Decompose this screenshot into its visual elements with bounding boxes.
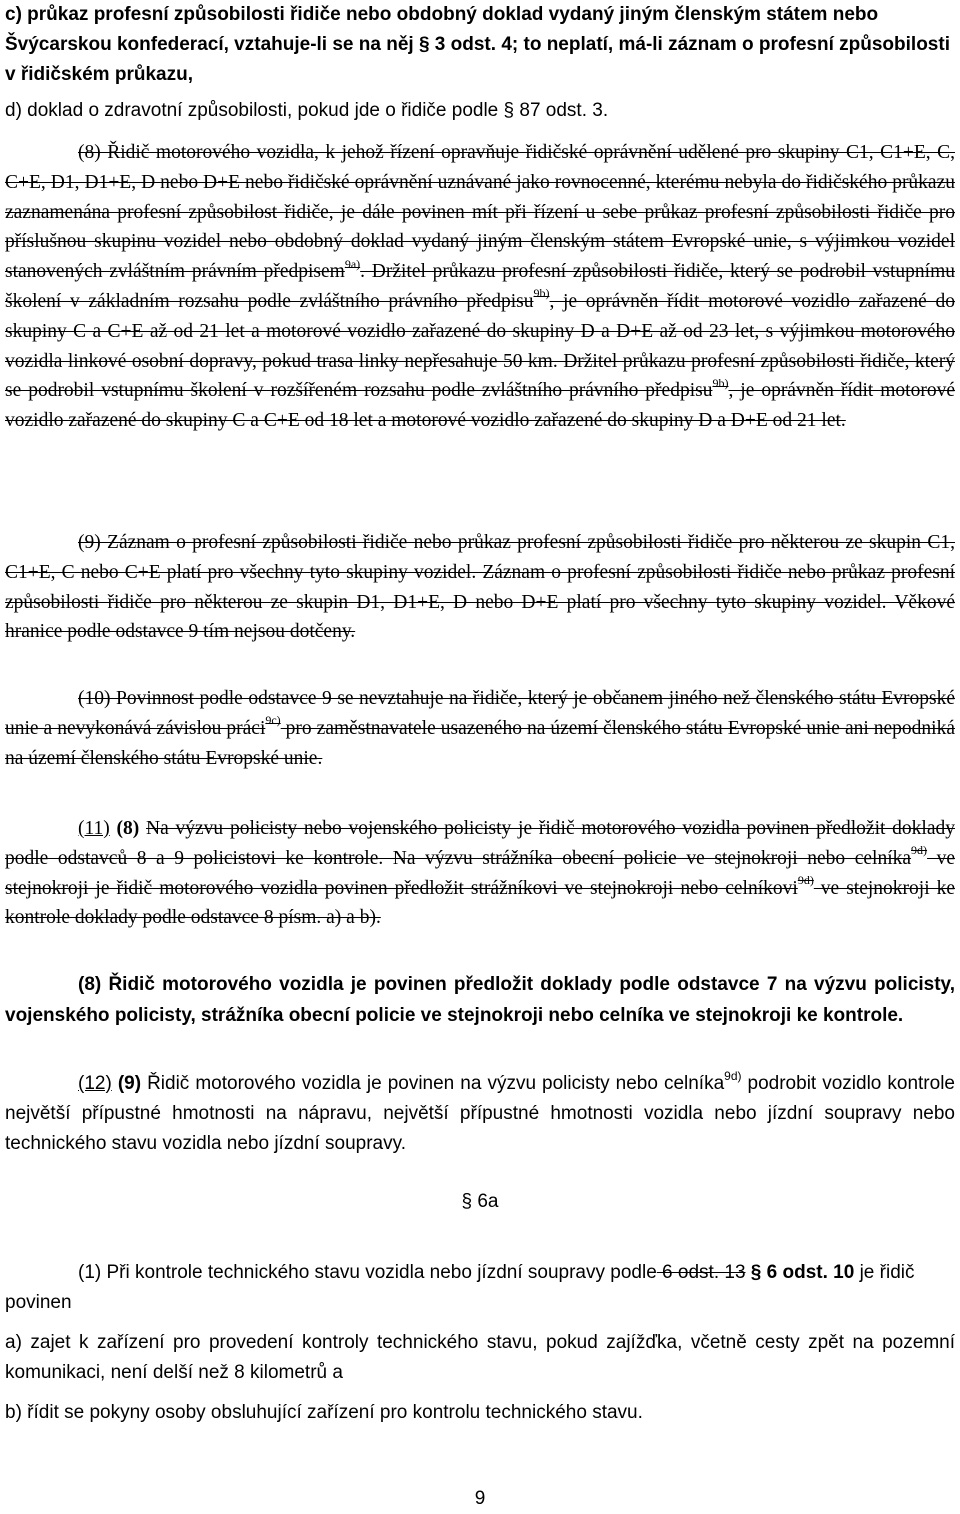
p8-old-text-d: , je oprávněn řídit motorové vozidlo zařazené do skupiny C a C+E od 18 let a motorové vozidlo zařazené do skupiny D a D+E od 21 let. [5, 380, 956, 432]
p10-old-text-b: pro zaměstnavatele usazeného na území členského státu Evropské unie ani nepodniká na území členského státu Evropské unie. [5, 717, 955, 769]
item-d-text: d) doklad o zdravotní způsobilosti, pokud jde o řidiče podle [5, 100, 499, 121]
item-c-text-2: 3 odst. 4; to neplatí, má-li záznam o profesní způsobilosti v řidičském průkazu, [5, 34, 950, 85]
p1-deleted-ref: 6 odst. 13 [656, 1262, 746, 1283]
new-number: (8) [109, 818, 147, 839]
paragraph-9-old: (9) Záznam o profesní způsobilosti řidiče nebo průkaz profesní způsobilosti řidiče pro některou ze skupin C1, C1+E, C nebo C+E platí pro všechny tyto skupiny vozidel. Záznam o profesní způsobilosti řidiče nebo průkaz profesní způsobilosti řidiče pro některou ze skupin D1, D1+E, D nebo D+E platí pro všechny tyto skupiny vozidel. Věkové hranice podle odstavce 9 tím nejsou dotčeny. [5, 532, 955, 643]
p10-old-text-a: (10) Povinnost podle odstavce 9 se nevztahuje na řidiče, který je občanem jiného než členského státu Evropské unie a nevykonává závislou práci [5, 688, 955, 739]
item-c [5, 0, 955, 90]
p1-inserted-ref: § 6 odst. 10 [745, 1262, 855, 1283]
footnote-ref: 9b) [712, 375, 729, 390]
section-6a-item-b: b) řídit se pokyny osoby obsluhující zařízení pro kontrolu technického stavu. [5, 1402, 643, 1423]
paragraph-8-new: (8) Řidič motorového vozidla je povinen předložit doklady podle odstavce 7 na výzvu policisty, vojenského policisty, strážníka obecní policie ve stejnokroji nebo celníka ve stejnokroji ke kontrole. [5, 974, 955, 1026]
section-6a-item-a: a) zajet k zařízení pro provedení kontroly technického stavu, pokud zajížďka, včetně cesty zpět na pozemní komunikaci, není delší než 8 kilometrů a [5, 1332, 955, 1383]
p1-text-b: je řidič povinen [5, 1262, 915, 1313]
footnote-ref: 9c) [265, 713, 281, 728]
p11-text-c: ve stejnokroji ke kontrole doklady podle odstavce 8 písm. a) a b). [5, 877, 956, 929]
item-c-text: c) průkaz profesní způsobilosti řidiče nebo obdobný doklad vydaný jiným členským státem nebo Švýcarskou konfederací, vztahuje-li se na něj [5, 4, 879, 55]
section-symbol: § [418, 34, 430, 55]
p8-old-text-c: , je oprávněn řídit motorové vozidlo zařazené do skupiny C a C+E až od 21 let a motorové vozidlo zařazené do skupiny D a D+E až od 23 let, s výjimkou motorového vozidla linkové osobní dopravy, pokud trasa linky nepřesahuje 50 km. Držitel průkazu profesní způsobilosti řidiče, který se podrobil vstupnímu školení v rozšířeném rozsahu podle zvláštního právního předpisu [5, 290, 955, 402]
p12-text-b: podrobit vozidlo kontrole největší přípustné hmotnosti na nápravu, největší přípustné hmotnosti vozidla nebo jízdní soupravy nebo technického stavu vozidla nebo jízdní soupravy. [5, 1073, 955, 1154]
paragraph-12 [5, 1069, 955, 1158]
p8-old-text-b: . Držitel průkazu profesní způsobilosti řidiče, který se podrobil vstupnímu školení v základním rozsahu podle zvláštního právního předpisu [5, 261, 955, 312]
footnote-ref: 9d) [911, 843, 928, 858]
new-number: (9) [111, 1073, 148, 1094]
section-6a-paragraph-1 [5, 1258, 955, 1318]
item-d-text-2: 87 odst. 3. [514, 100, 609, 121]
footnote-ref: 9a) [344, 256, 361, 271]
footnote-ref: 9d) [797, 873, 814, 888]
paragraph-10-old [5, 684, 955, 773]
page-number: 9 [474, 1488, 486, 1509]
paragraph-11 [5, 814, 955, 933]
section-symbol: § [503, 100, 515, 121]
paragraph-8-old [5, 138, 955, 436]
p12-text-a: Řidič motorového vozidla je povinen na výzvu policisty nebo celníka [147, 1073, 725, 1094]
p11-text-a: Na výzvu policisty nebo vojenského policisty je řidič motorového vozidla povinen předložit doklady podle odstavců 8 a 9 policistovi ke kontrole. Na výzvu strážníka obecní policie ve stejnokroji nebo celníka [5, 818, 955, 869]
footnote-ref: 9d) [724, 1068, 742, 1083]
old-number: (12) [78, 1073, 112, 1094]
item-d [5, 96, 955, 126]
p11-text-b: ve stejnokroji je řidič motorového vozidla povinen předložit strážníkovi ve stejnokroji nebo celníkovi [5, 847, 956, 899]
footnote-ref: 9b) [533, 286, 550, 301]
section-heading: § 6a [461, 1191, 499, 1212]
p8-old-text-a: (8) Řidič motorového vozidla, k jehož řízení opravňuje řidičské oprávnění udělené pro skupiny C1, C1+E, C, C+E, D1, D1+E, D nebo D+E nebo řidičské oprávnění uznávané jako rovnocenné, kterému nebyla do řidičského průkazu zaznamenána profesní způsobilost řidiče, je dále povinen mít při řízení u sebe průkaz profesní způsobilosti řidiče pro příslušnou skupinu vozidel nebo obdobný doklad vydaný jiným členským státem Evropské unie, s výjimkou vozidel stanovených zvláštním právním předpisem [5, 142, 955, 283]
old-number: (11) [78, 818, 110, 839]
p1-text-a: (1) Při kontrole technického stavu vozidla nebo jízdní soupravy podle [78, 1262, 657, 1283]
